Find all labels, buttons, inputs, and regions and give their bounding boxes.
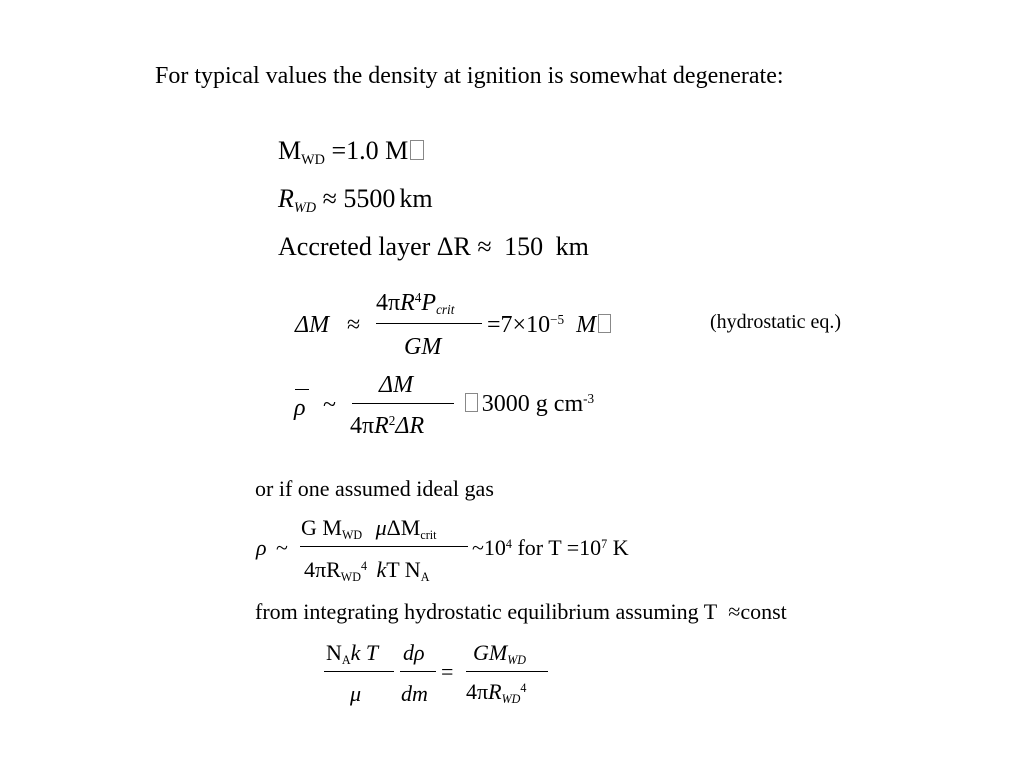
result-mass-unit: M [576, 312, 597, 338]
result-equals: = [487, 312, 501, 338]
hydro-frac2-bar [400, 671, 436, 672]
hydro-frac1-bar [324, 671, 394, 672]
density-value [463, 392, 594, 416]
ideal-gas-denominator [304, 557, 430, 584]
mass-relation: = [331, 136, 347, 165]
hydro-frac2-numerator: dρ [403, 640, 425, 665]
ideal-num-dm: ΔM [386, 515, 421, 540]
delta-m-lhs: ΔM [295, 312, 330, 338]
density-overbar [295, 389, 309, 390]
layer-unit: km [555, 232, 589, 261]
numerator-pressure: P [421, 290, 437, 316]
numerator-coefficient: 4π [376, 290, 401, 316]
ideal-den-radius-subscript: WD [340, 569, 361, 584]
delta-m-fraction-bar [376, 323, 482, 324]
ideal-num-gm: G M [301, 515, 342, 540]
delta-m-result [487, 313, 611, 337]
density-numerator: ΔM [379, 372, 414, 398]
hydro-num-n-subscript: A [341, 652, 351, 667]
intro-text: For typical values the density at ignition is somewhat degenerate: [155, 63, 784, 89]
ideal-result-exponent: 4 [505, 536, 512, 551]
ideal-result-condition: for T =10 [517, 535, 602, 560]
ideal-gas-lhs: ρ [256, 535, 267, 560]
ideal-num-gm-subscript: WD [341, 527, 363, 542]
ideal-result-unit: K [612, 535, 629, 560]
ideal-den-coefficient: 4π [304, 557, 327, 582]
density-den-exponent: 2 [388, 413, 396, 429]
hydro-frac3-bar [466, 671, 548, 672]
mass-unit: M [385, 136, 409, 165]
approx-symbol-icon [465, 393, 478, 412]
radius-symbol: R [278, 184, 294, 213]
numerator-exponent: 4 [414, 290, 422, 306]
hydro-equals: = [441, 659, 454, 684]
hydro-den-exponent: 4 [520, 680, 527, 695]
result-mantissa: 7×10 [500, 312, 551, 338]
mass-value: 1.0 [346, 136, 379, 165]
hydro-den-radius-subscript: WD [501, 691, 521, 706]
ideal-den-tn-subscript: A [420, 569, 430, 584]
delta-m-relation: ≈ [347, 312, 361, 338]
ideal-den-exponent: 4 [360, 558, 367, 573]
ideal-den-tn: T N [386, 557, 421, 582]
hydro-intro-text: from integrating hydrostatic equilibrium assuming T [255, 599, 717, 624]
ideal-gas-numerator [301, 515, 437, 542]
ideal-den-k: k [376, 557, 387, 582]
ideal-num-dm-subscript: crit [420, 527, 437, 542]
result-exponent: −5 [550, 312, 565, 328]
hydro-num-kt: k T [350, 640, 379, 665]
radius-unit: km [399, 184, 433, 213]
mass-subscript: WD [301, 151, 325, 168]
hydro-num-gm: GM [473, 640, 508, 665]
delta-m-numerator [376, 290, 455, 318]
radius-value: 5500 [343, 184, 396, 213]
radius-relation: ≈ [322, 184, 337, 213]
accreted-layer-line [278, 234, 589, 260]
ideal-gas-fraction-bar [300, 546, 468, 547]
solar-symbol-icon [410, 140, 424, 160]
density-lhs: ρ [294, 395, 306, 421]
ideal-result-approx: ~10 [472, 535, 506, 560]
mass-symbol: M [278, 136, 302, 165]
hydro-frac3-numerator [473, 640, 527, 667]
density-denominator [350, 414, 424, 438]
hydro-num-n: N [326, 640, 342, 665]
ideal-den-radius: R [326, 557, 341, 582]
hydro-intro-relation: ≈ [728, 599, 741, 624]
solar-symbol-icon [598, 314, 611, 333]
density-relation: ~ [323, 392, 336, 418]
ideal-gas-result [472, 537, 629, 559]
hydro-intro-const: const [740, 599, 787, 624]
ideal-gas-relation: ~ [276, 535, 288, 560]
hydro-frac1-numerator [326, 640, 379, 667]
layer-value: 150 [504, 232, 544, 261]
white-dwarf-radius-line [278, 184, 433, 216]
hydro-frac3-denominator [466, 679, 527, 706]
delta-m-denominator: GM [404, 334, 442, 360]
radius-subscript: WD [293, 199, 317, 216]
ideal-num-mu: μ [375, 515, 387, 540]
hydro-den-radius: R [488, 679, 502, 704]
density-den-delta-r: ΔR [395, 413, 425, 439]
hydro-frac2-denominator: dm [401, 681, 428, 706]
hydrostatic-note: (hydrostatic eq.) [710, 311, 842, 333]
density-den-radius: R [374, 413, 389, 439]
density-value-text: 3000 g cm [481, 391, 584, 417]
hydro-intro [255, 601, 787, 623]
white-dwarf-mass-line [278, 136, 424, 168]
hydro-num-gm-subscript: WD [507, 652, 527, 667]
numerator-radius: R [400, 290, 415, 316]
numerator-pressure-subscript: crit [436, 302, 455, 318]
density-den-coefficient: 4π [350, 413, 375, 439]
hydro-frac1-denominator: μ [350, 681, 362, 706]
density-value-exponent: -3 [583, 391, 595, 407]
ideal-gas-intro: or if one assumed ideal gas [255, 476, 494, 501]
layer-text: Accreted layer ΔR [278, 232, 471, 261]
ideal-result-condition-exponent: 7 [601, 536, 608, 551]
hydro-den-coefficient: 4π [466, 679, 489, 704]
density-fraction-bar [352, 403, 454, 404]
layer-relation: ≈ [477, 232, 492, 261]
